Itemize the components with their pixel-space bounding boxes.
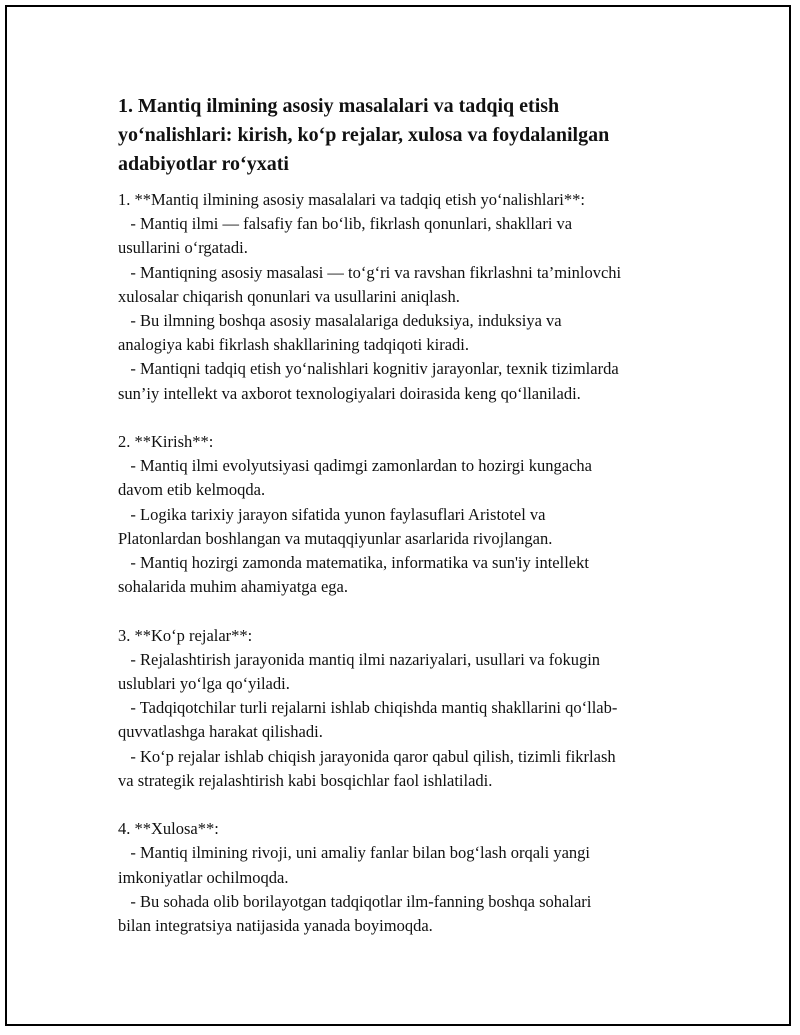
section-kirish [118,430,698,599]
bullet-item: - Mantiq ilmi evolyutsiyasi qadimgi zamonlardan to hozirgi kungacha davom etib kelmoqda. [118,456,592,500]
section-heading: 2. **Kirish**: [118,432,214,452]
page-title-line-1: 1. Mantiq ilmining asosiy masalalari va tadqiq etish [118,95,560,117]
bullet-item: - Mantiqning asosiy masalasi — to‘g‘ri va ravshan fikrlashni ta’minlovchi xulosalar chiqarish qonunlari va usullarini aniqlash. [118,262,622,306]
bullet-item: - Bu sohada olib borilayotgan tadqiqotlar ilm-fanning boshqa sohalari bilan integratsiya natijasida yanada boyimoqda. [118,891,592,936]
section-xulosa [118,817,698,938]
bullet-item: - Mantiqni tadqiq etish yo‘nalishlari kognitiv jarayonlar, texnik tizimlarda sun’iy intellekt va axborot texnologiyalari doirasida keng qo‘llaniladi. [118,359,619,403]
page-title-line-3: adabiyotlar ro‘yxati [118,153,289,175]
section-heading: 1. **Mantiq ilmining asosiy masalalari va tadqiq etish yo‘nalishlari**: [118,190,585,209]
bullet-item: - Tadqiqotchilar turli rejalarni ishlab chiqishda mantiq shakllarini qo‘llab- quvvatlashga harakat qilishadi. [118,698,618,742]
bullet-item: - Logika tarixiy jarayon sifatida yunon faylasuflari Aristotel va Platonlardan boshlangan va mutaqqiyunlar asarlarida rivojlangan. [118,504,553,548]
section-heading: 3. **Ko‘p rejalar**: [118,625,253,645]
section-asosiy-masalalar [118,188,698,406]
bullet-item: - Rejalashtirish jarayonida mantiq ilmi nazariyalari, usullari va fokugin uslublari yo‘lga qo‘yiladi. [118,649,601,694]
page-title-line-2: yo‘nalishlari: kirish, ko‘p rejalar, xulosa va foydalanilgan [118,124,610,146]
section-kop-rejalar [118,624,698,793]
bullet-item: - Bu ilmning boshqa asosiy masalalariga deduksiya, induksiya va analogiya kabi fikrlash shakllarining tadqiqoti kiradi. [118,311,562,355]
bullet-item: - Ko‘p rejalar ishlab chiqish jarayonida qaror qabul qilish, tizimli fikrlash va strategik rejalashtirish kabi bosqichlar faol ishlatiladi. [118,746,616,790]
bullet-item: - Mantiq hozirgi zamonda matematika, informatika va sun'iy intellekt sohalarida muhim ahamiyatga ega. [118,553,589,597]
bullet-item: - Mantiq ilmining rivoji, uni amaliy fanlar bilan bog‘lash orqali yangi imkoniyatlar ochilmoqda. [118,843,590,887]
section-heading: 4. **Xulosa**: [118,819,219,839]
document-body [118,188,698,962]
bullet-item: - Mantiq ilmi — falsafiy fan bo‘lib, fikrlash qonunlari, shakllari va usullarini o‘rgatadi. [118,214,573,258]
page-title [118,92,678,179]
